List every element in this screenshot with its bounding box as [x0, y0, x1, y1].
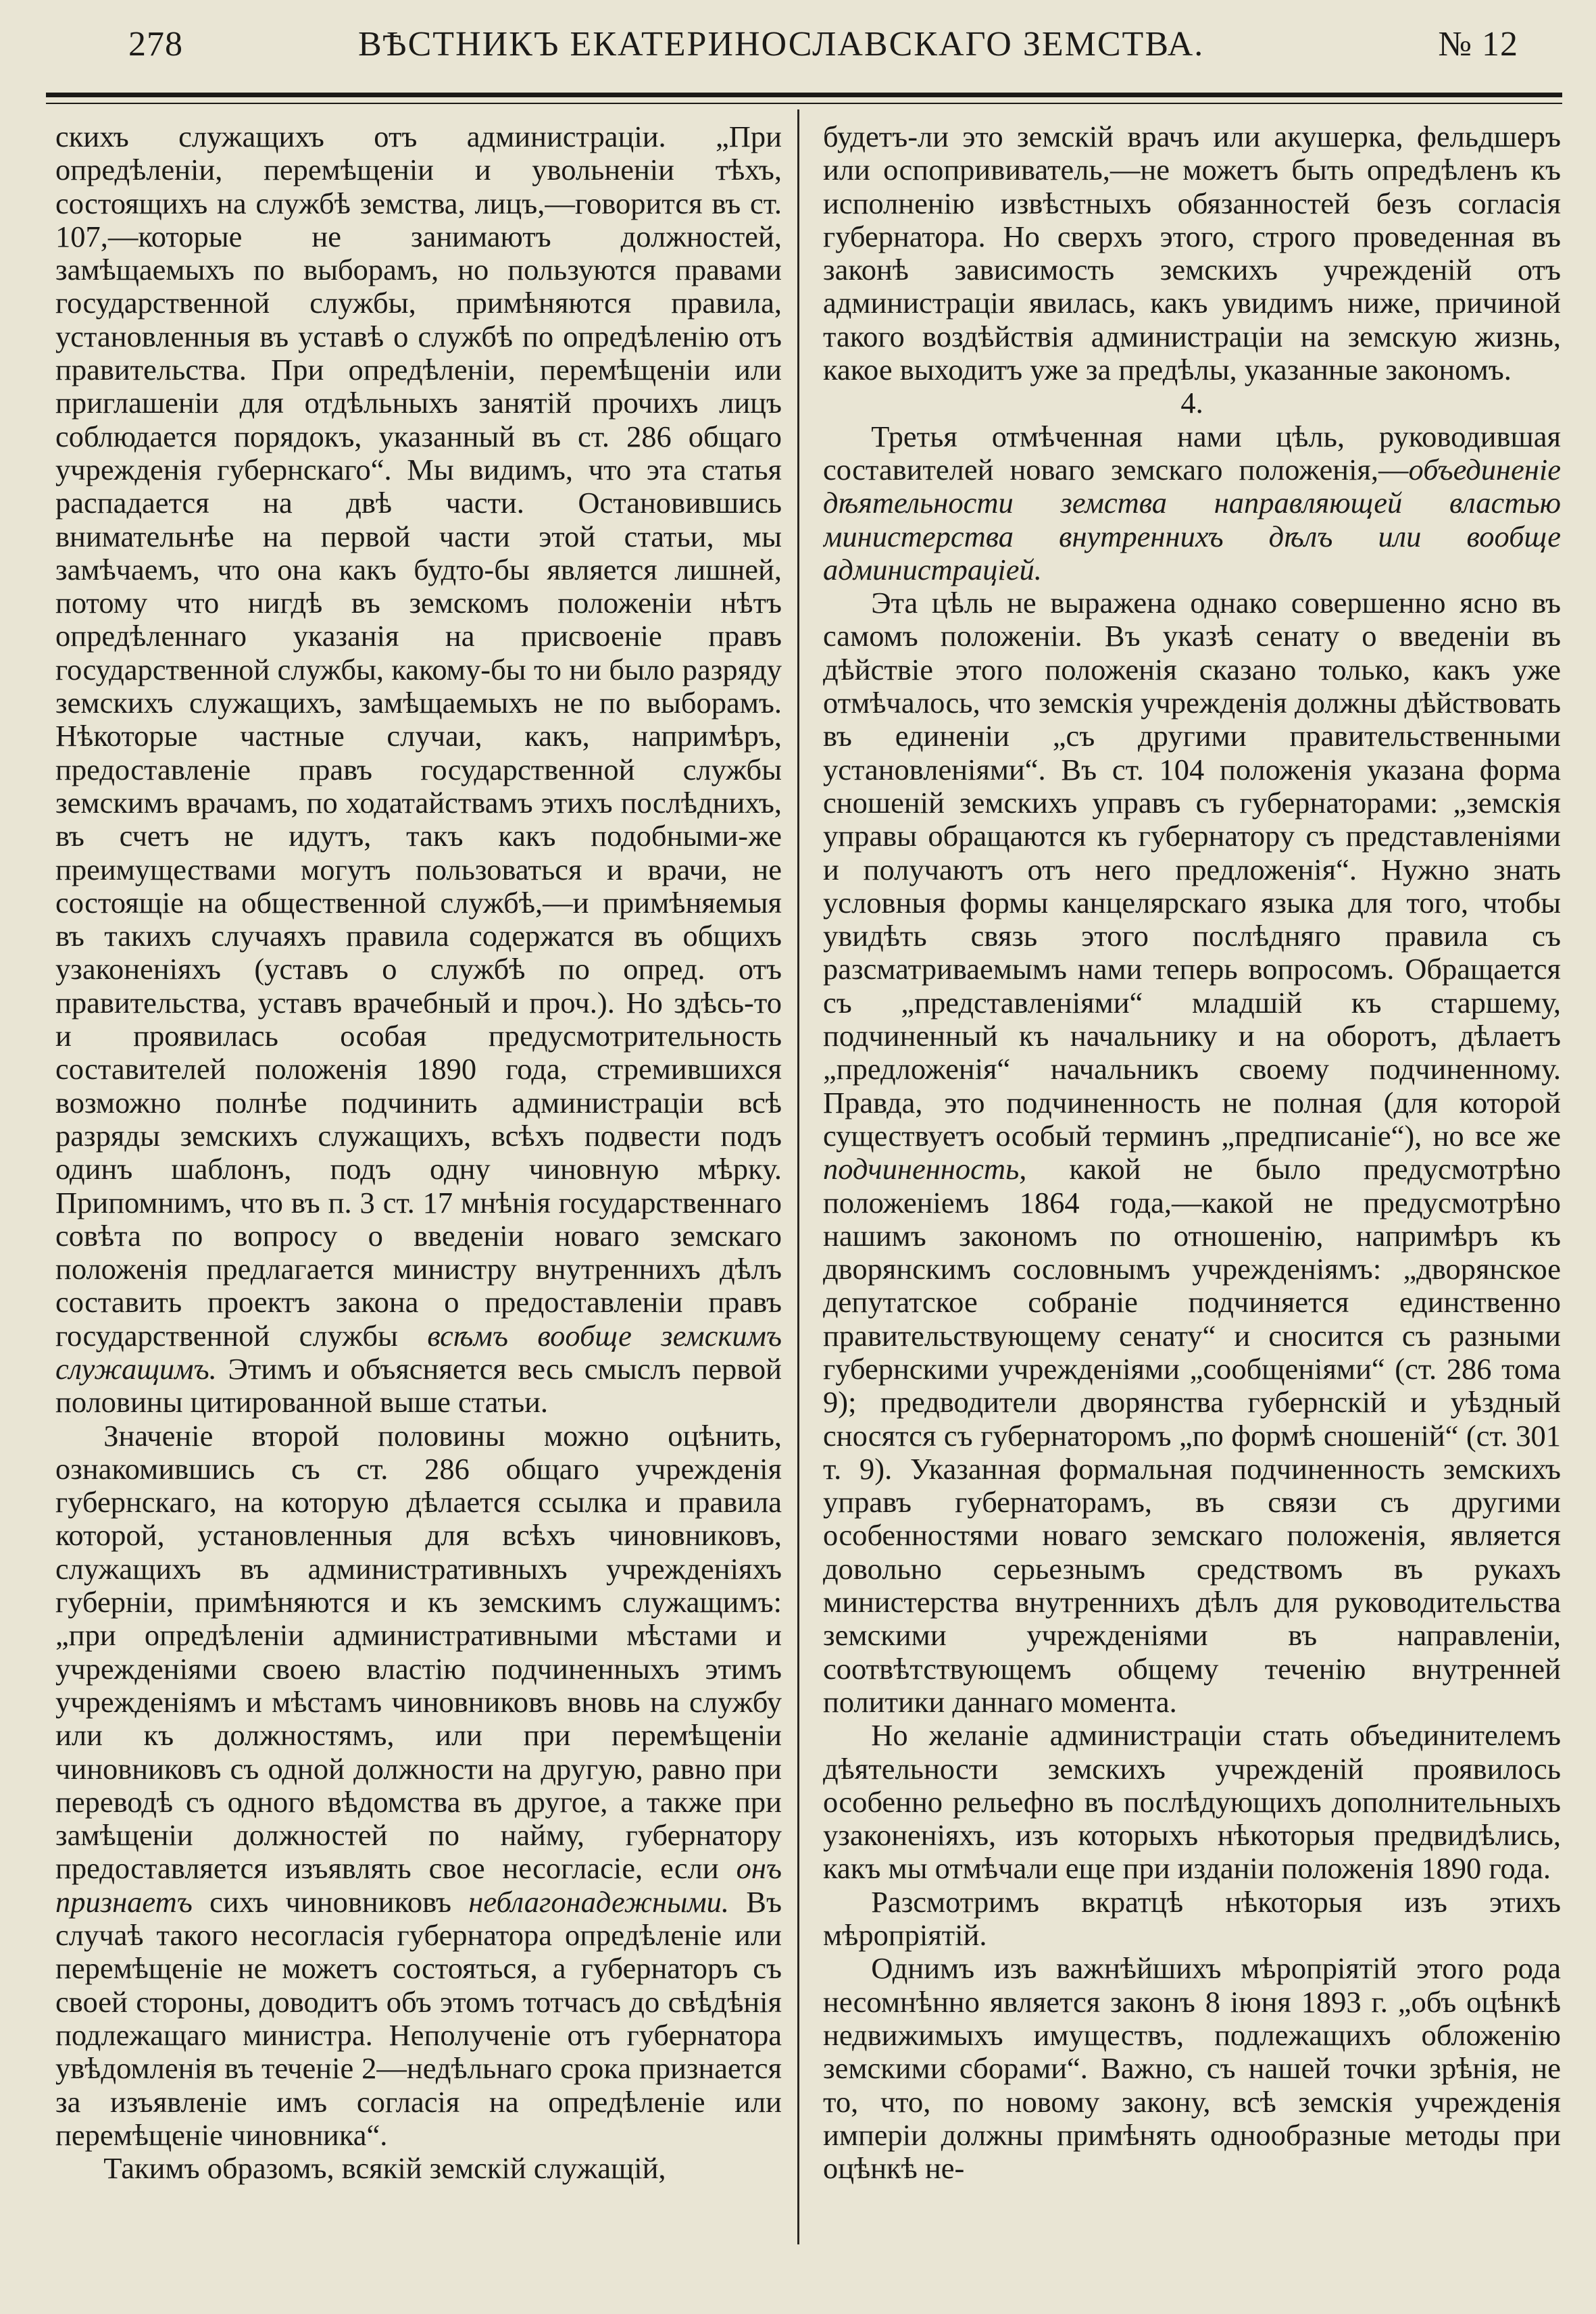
issue-number: № 12 — [1438, 25, 1518, 64]
header-rule-thin — [46, 103, 1562, 104]
paragraph: Эта цѣль не выражена однако совершенно ясно въ самомъ положеніи. Въ указѣ сенату о введеніи въ дѣйствіе этого положенія сказано только, какъ уже отмѣчалось, что земскія учрежденія должны дѣйствовать въ единеніи „съ другими правительственными установленіями“. Въ ст. 104 положенія указана форма сношеній земскихъ управъ съ губернаторами: „земскія управы обращаются къ губернатору съ представленіями и получаютъ отъ него предложенія“. Нужно знать условныя формы канцелярскаго языка для того, чтобы увидѣть связь этого послѣдняго правила съ разсматриваемымъ нами теперь вопросомъ. Обращается съ „представленіями“ младшій къ старшему, подчиненный къ начальнику и на оборотъ, дѣлаетъ „предложенія“ начальникъ своему подчиненному. Правда, это подчиненность не полная (для которой существуетъ особый терминъ „предписаніе“), но все же подчиненность, какой не было предусмотрѣно положеніемъ 1864 года,—какой не предусмотрѣно нашимъ закономъ по отношенію, напримѣръ къ дворянскимъ сословнымъ учрежденіямъ: „дворянское депутатское собраніе подчиняется единственно правительствующему сенату“ и сносится съ разными губернскими учрежденіями „сообщеніями“ (ст. 286 тома 9); предводители дворянства губернскій и уѣздный сносятся съ губернаторомъ „по формѣ сношеній“ (ст. 301 т. 9). Указанная формальная подчиненность земскихъ управъ губернаторамъ, въ связи съ другими особенностями новаго земскаго положенія, является довольно серьезнымъ средствомъ въ рукахъ министерства внутреннихъ дѣлъ для руководительства земскими учрежденіями въ направленіи, соотвѣтствующемъ общему теченію внутренней политики даннаго момента. — [823, 586, 1561, 1719]
paragraph: будетъ-ли это земскій врачъ или акушерка, фельдшеръ или оспопрививатель,—не можетъ быть опредѣленъ къ исполненію извѣстныхъ обязанностей безъ согласія губернатора. Но сверхъ этого, строго проведенная въ законѣ зависимость земскихъ учрежденій отъ администраціи явилась, какъ увидимъ ниже, причиной такого воздѣйствія администраціи на земскую жизнь, какое выходитъ уже за предѣлы, указанные закономъ. — [823, 120, 1561, 387]
column-divider — [797, 109, 799, 2244]
paragraph: Разсмотримъ вкратцѣ нѣкоторыя изъ этихъ мѣропріятій. — [823, 1884, 1561, 1953]
section-number: 4. — [1180, 386, 1203, 420]
right-column — [823, 120, 1561, 2275]
paragraph: Однимъ изъ важнѣйшихъ мѣропріятій этого рода несомнѣнно является законъ 8 іюня 1893 г. „объ оцѣнкѣ недвижимыхъ имуществъ, подлежащихъ обложенію земскими сборами“. Важно, съ нашей точки зрѣнія, не то, что, по новому закону, всѣ земскія учрежденія имперіи должны примѣнять однообразные методы при оцѣнкѣ не- — [823, 1951, 1561, 2186]
journal-title: ВѢСТНИКЪ ЕКАТЕРИНОСЛАВСКАГО ЗЕМСТВА. — [358, 25, 1205, 64]
paragraph: Но желаніе администраціи стать объединителемъ дѣятельности земскихъ учрежденій проявилось особенно рельефно въ послѣдующихъ дополнительныхъ узаконеніяхъ, изъ которыхъ нѣкоторыя предвидѣлись, какъ мы отмѣчали еще при изданіи положенія 1890 года. — [823, 1718, 1561, 1886]
paragraph: Значеніе второй половины можно оцѣнить, ознакомившись съ ст. 286 общаго учрежденія губернскаго, на которую дѣлается ссылка и правила которой, установленныя для всѣхъ чиновниковъ, служащихъ въ административныхъ учрежденіяхъ губерніи, примѣняются и къ земскимъ служащимъ: „при опредѣленіи административными мѣстами и учрежденіями своею властію подчиненныхъ этимъ учрежденіямъ и мѣстамъ чиновниковъ вновь на службу или къ должностямъ, или при перемѣщеніи чиновниковъ съ одной должности на другую, равно при переводѣ съ одного вѣдомства въ другое, а также при замѣщеніи должностей по найму, губернатору предоставляется изъявлять свое несогласіе, если онъ признаетъ сихъ чиновниковъ неблагонадежными. Въ случаѣ такого несогласія губернатора опредѣленіе или перемѣщеніе не можетъ состояться, а губернаторъ съ своей стороны, доводитъ объ этомъ тотчасъ до свѣдѣнія подлежащаго министра. Неполученіе отъ губернатора увѣдомленія въ теченіе 2—недѣльнаго срока признается за изъявленіе имъ согласія на опредѣленіе или перемѣщеніе чиновника“. — [55, 1418, 782, 2152]
paragraph: скихъ служащихъ отъ администраціи. „При опредѣленіи, перемѣщеніи и увольненіи тѣхъ, состоящихъ на службѣ земства, лицъ,—говорится въ ст. 107,—которые не занимаютъ должностей, замѣщаемыхъ по выборамъ, но пользуются правами государственной службы, примѣняются правила, установленныя въ уставѣ о службѣ по опредѣленію отъ правительства. При опредѣленіи, перемѣщеніи или приглашеніи для отдѣльныхъ занятій прочихъ лицъ соблюдается порядокъ, указанный въ ст. 286 общаго учрежденія губернскаго“. Мы видимъ, что эта статья распадается на двѣ части. Остановившись внимательнѣе на первой части этой статьи, мы замѣчаемъ, что она какъ будто-бы является лишней, потому что нигдѣ въ земскомъ положеніи нѣтъ опредѣленнаго указанія на присвоеніе правъ государственной службы, какому-бы то ни было разряду земскихъ служащихъ, замѣщаемыхъ не по выборамъ. Нѣкоторые частные случаи, какъ, напримѣръ, предоставленіе правъ государственной службы земскимъ врачамъ, по ходатайствамъ этихъ послѣднихъ, въ счетъ не идутъ, такъ какъ подобными-же преимуществами могутъ пользоваться и врачи, не состоящіе на общественной службѣ,—и примѣняемыя въ такихъ случаяхъ правила содержатся въ общихъ узаконеніяхъ (уставъ о службѣ по опред. отъ правительства, уставъ врачебный и проч.). Но здѣсь-то и проявилась особая предусмотрительность составителей положенія 1890 года, стремившихся возможно полнѣе подчинить администраціи всѣ разряды земскихъ служащихъ, всѣхъ подвести подъ одинъ шаблонъ, подъ одну чиновную мѣрку. Припомнимъ, что въ п. 3 ст. 17 мнѣнія государственнаго совѣта по вопросу о введеніи новаго земскаго положенія предлагается министру внутреннихъ дѣлъ составить проектъ закона о предоставленіи правъ государственной службы всѣмъ вообще земскимъ служащимъ. Этимъ и объясняется весь смыслъ первой половины цитированной выше статьи. — [55, 120, 782, 1419]
page-number: 278 — [128, 25, 183, 64]
left-column — [55, 120, 782, 2275]
header-rule-thick — [46, 93, 1562, 97]
page-header — [47, 20, 1559, 74]
paragraph: Третья отмѣченная нами цѣль, руководившая составителей новаго земскаго положенія,—объединеніе дѣятельности земства направляющей властью министерства внутреннихъ дѣлъ или вообще администраціей. — [823, 419, 1561, 586]
paragraph: Такимъ образомъ, всякій земскій служащій, — [103, 2151, 666, 2186]
